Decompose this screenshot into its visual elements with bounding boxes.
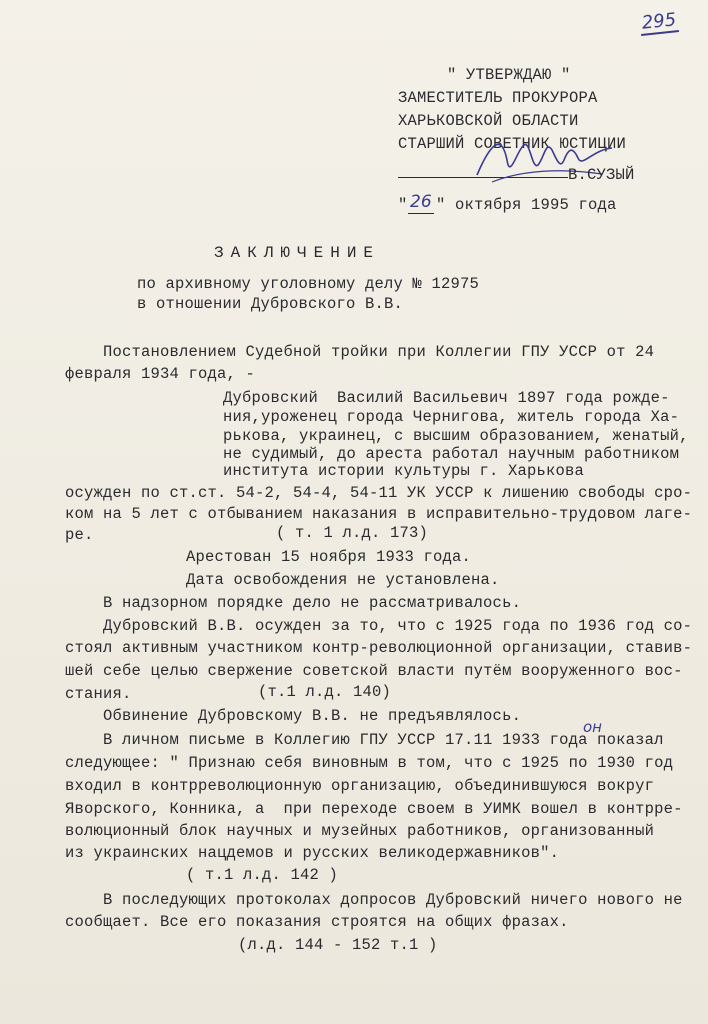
paragraph-10-line-1: В последующих протоколах допросов Дубровский ничего нового не [103,891,683,909]
paragraph-charge: Обвинение Дубровскому В.В. не предъявлялось. [103,707,522,725]
approval-line-2: ХАРЬКОВСКОЙ ОБЛАСТИ [398,112,579,130]
handwritten-insert: он [583,718,602,736]
approval-line-1: ЗАМЕСТИТЕЛЬ ПРОКУРОРА [398,89,598,107]
approval-date-open: " [398,196,408,214]
paragraph-9-line-6: из украинских нацдемов и русских великодержавников". [65,844,560,862]
sheet-number: 295 [639,10,679,36]
paragraph-2-line-5: института истории культуры г. Харькова [223,462,585,480]
date-day-underline [408,213,434,214]
paragraph-arrest: Арестован 15 ноября 1933 года. [186,548,472,566]
paragraph-9-line-2: следующее: " Признаю себя виновным в том, что с 1925 по 1930 год [65,754,674,772]
paragraph-2-line-2: ния,уроженец города Чернигова, житель города Ха- [223,408,680,426]
paragraph-2-line-3: рькова, украинец, с высшим образованием, женатый, [223,427,689,445]
paragraph-7-line-4: стания. [65,685,132,703]
document-title: ЗАКЛЮЧЕНИЕ [214,244,381,262]
approval-line-3: СТАРШИЙ СОВЕТНИК ЮСТИЦИИ [398,135,627,153]
paragraph-7-line-2: стоял активным участником контр-революционной организации, ставив- [65,639,693,657]
paragraph-2-line-4: не судимый, до ареста работал научным работником [223,445,680,463]
paragraph-3-line-1: осужден по ст.ст. 54-2, 54-4, 54-11 УК УССР к лишению свободы сро- [65,484,693,502]
document-subtitle-2: в отношении Дубровского В.В. [137,295,404,313]
paragraph-10-reference: (л.д. 144 - 152 т.1 ) [238,936,438,954]
paragraph-7-reference: (т.1 л.д. 140) [258,683,392,701]
paragraph-7-line-3: шей себе целью свержение советской власти путём вооруженного вос- [65,662,683,680]
paragraph-9-line-5: волюционный блок научных и музейных работников, организованный [65,822,655,840]
paragraph-1-line-2: февраля 1934 года, - [65,365,256,383]
paragraph-2-line-1: Дубровский Василий Васильевич 1897 года рожде- [223,389,670,407]
paragraph-3-reference: ( т. 1 л.д. 173) [276,524,429,542]
approval-name: В.СУЗЫЙ [568,166,635,184]
paragraph-7-line-1: Дубровский В.В. осужден за то, что с 1925 года по 1936 год со- [103,617,693,635]
approval-date-rest: " октября 1995 года [436,196,617,214]
paragraph-9-line-4: Яворского, Конника, а при переходе своем в УИМК вошел в контрре- [65,800,683,818]
approval-date-day: 26 [410,192,432,212]
approval-heading: " УТВЕРЖДАЮ " [447,66,571,84]
paragraph-10-line-2: сообщает. Все его показания строятся на общих фразах. [65,913,569,931]
paragraph-9-line-1: В личном письме в Коллегию ГПУ УССР 17.11 1933 года показал [103,731,664,749]
paragraph-release: Дата освобождения не установлена. [186,571,500,589]
paragraph-9-reference: ( т.1 л.д. 142 ) [186,866,339,884]
paragraph-3-line-3: ре. [65,526,94,544]
paragraph-1-line-1: Постановлением Судебной тройки при Коллегии ГПУ УССР от 24 [103,343,655,361]
paragraph-review: В надзорном порядке дело не рассматривалось. [103,594,522,612]
paragraph-9-line-3: входил в контрреволюционную организацию, объединившуюся вокруг [65,777,655,795]
document-subtitle-1: по архивному уголовному делу № 12975 [137,275,480,293]
paragraph-3-line-2: ком на 5 лет с отбыванием наказания в исправительно-трудовом лаге- [65,505,693,523]
